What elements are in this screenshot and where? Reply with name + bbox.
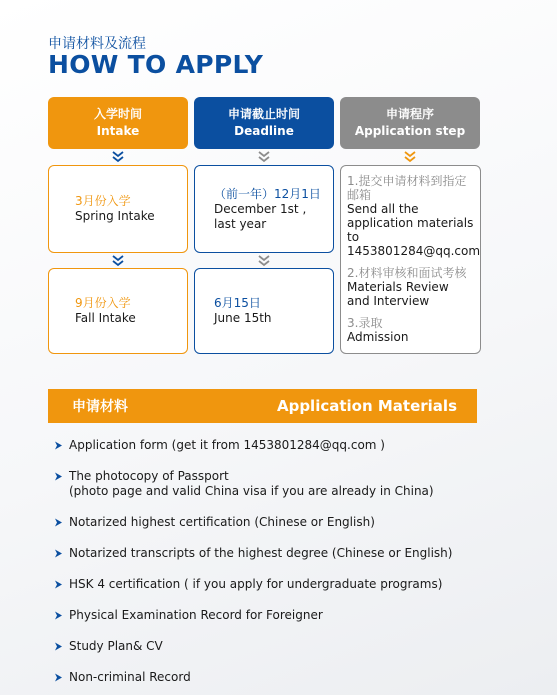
steps-header-cn: 申请程序 xyxy=(385,107,434,121)
application-steps-box xyxy=(340,165,481,354)
list-item xyxy=(54,469,434,499)
arrow-right-icon xyxy=(54,438,69,453)
material-text: Study Plan& CV xyxy=(69,639,163,653)
intake-fall-cn: 9月份入学 xyxy=(75,296,131,310)
materials-title-cn: 申请材料 xyxy=(72,399,128,415)
step-item xyxy=(347,174,481,258)
step-cn: 2.材料审核和面试考核 xyxy=(347,266,467,280)
material-text: Application form (get it from 1453801284@qq.com ) xyxy=(69,438,385,452)
material-text-line-1: The photocopy of Passport xyxy=(69,469,229,483)
step-en: Materials Review and Interview xyxy=(347,280,449,308)
arrow-right-icon xyxy=(54,469,69,499)
arrow-right-icon xyxy=(54,577,69,592)
materials-banner xyxy=(48,389,477,423)
double-chevron-down-icon xyxy=(111,151,125,163)
arrow-right-icon xyxy=(54,639,69,654)
deadline-spring-en-1: December 1st , xyxy=(214,201,307,216)
intake-fall-cell xyxy=(48,268,188,354)
material-text-line-2: (photo page and valid China visa if you are already in China) xyxy=(69,484,434,498)
list-item xyxy=(54,546,452,561)
page-title: HOW TO APPLY xyxy=(48,50,264,79)
arrow-right-icon xyxy=(54,515,69,530)
intake-spring-cell xyxy=(48,165,188,253)
deadline-header xyxy=(194,97,334,149)
step-en: Admission xyxy=(347,330,409,344)
deadline-fall-en: June 15th xyxy=(214,311,272,325)
intake-header xyxy=(48,97,188,149)
arrow-right-icon xyxy=(54,546,69,561)
double-chevron-down-icon xyxy=(257,151,271,163)
intake-spring-cn: 3月份入学 xyxy=(75,194,131,208)
step-item xyxy=(347,266,474,308)
list-item xyxy=(54,438,385,453)
double-chevron-down-icon xyxy=(111,255,125,267)
material-text xyxy=(69,469,434,499)
material-text: Notarized transcripts of the highest degree (Chinese or English) xyxy=(69,546,453,560)
deadline-spring-en-2: last year xyxy=(214,216,267,231)
material-text: Physical Examination Record for Foreigner xyxy=(69,608,323,622)
step-cn: 3.录取 xyxy=(347,316,383,330)
subtitle-cn: 申请材料及流程 xyxy=(48,36,146,52)
intake-header-cn: 入学时间 xyxy=(93,107,142,121)
deadline-header-en: Deadline xyxy=(234,124,294,138)
intake-header-en: Intake xyxy=(96,124,140,138)
deadline-header-cn: 申请截止时间 xyxy=(227,107,300,121)
steps-header xyxy=(340,97,480,149)
list-item xyxy=(54,670,191,685)
material-text: HSK 4 certification ( if you apply for undergraduate programs) xyxy=(69,577,443,591)
intake-fall-en: Fall Intake xyxy=(75,311,136,325)
intake-spring-en: Spring Intake xyxy=(75,209,155,223)
double-chevron-down-icon xyxy=(403,151,417,163)
arrow-right-icon xyxy=(54,608,69,623)
list-item xyxy=(54,608,323,623)
double-chevron-down-icon xyxy=(257,255,271,267)
material-text: Non-criminal Record xyxy=(69,670,191,684)
materials-title-en: Application Materials xyxy=(276,397,457,415)
arrow-right-icon xyxy=(54,670,69,685)
step-en: Send all the application materials to 1453801284@qq.com xyxy=(347,202,481,258)
deadline-spring-cn: （前一年）12月1日 xyxy=(214,186,321,201)
material-text: Notarized highest certification (Chinese or English) xyxy=(69,515,375,529)
list-item xyxy=(54,577,442,592)
deadline-fall-cell xyxy=(194,268,334,354)
deadline-spring-cell xyxy=(194,165,334,253)
step-cn: 1.提交申请材料到指定邮箱 xyxy=(347,174,467,202)
step-item xyxy=(347,316,474,344)
list-item xyxy=(54,639,163,654)
steps-header-en: Application step xyxy=(354,124,466,138)
list-item xyxy=(54,515,375,530)
deadline-fall-cn: 6月15日 xyxy=(214,296,261,310)
